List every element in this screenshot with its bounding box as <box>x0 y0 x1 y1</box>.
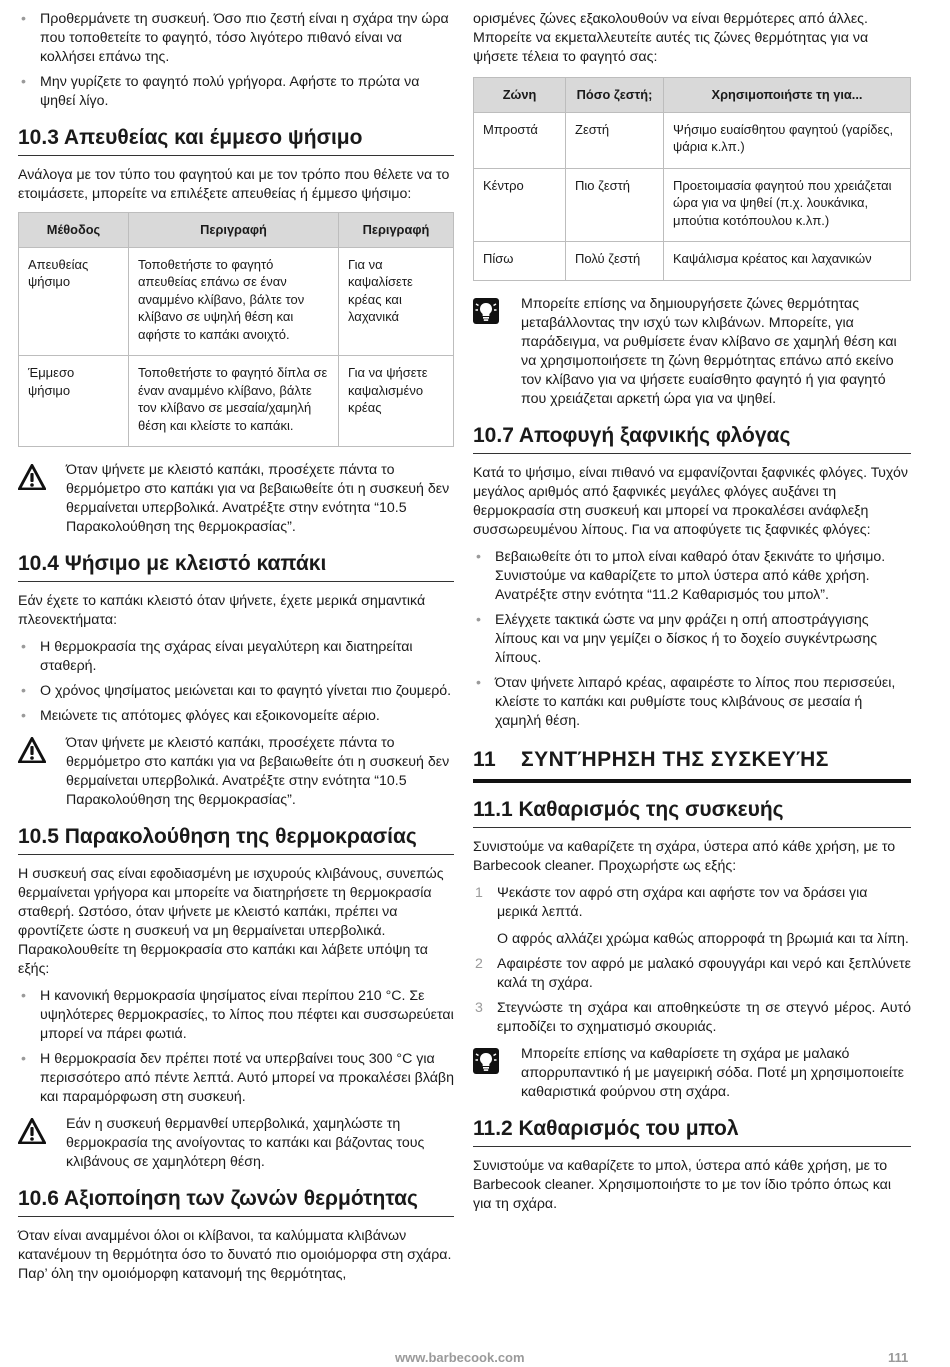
list-item: • Ο χρόνος ψησίματος μειώνεται και το φαγητό γίνεται πιο ζουμερό. <box>18 682 454 701</box>
table-header-row <box>474 78 911 113</box>
list-item: • Η θερμοκρασία δεν πρέπει ποτέ να υπερβαίνει τους 300 °C για περισσότερο από πέντε λεπτά. Αυτό μπορεί να προκαλέσει βλάβη και παραμόρφωση στη συσκευή. <box>18 1050 454 1107</box>
warning-triangle-icon <box>18 464 46 496</box>
section-heading-10-6: 10.6 Αξιοποίηση των ζωνών θερμότητας <box>18 1186 454 1217</box>
list-item: • Μην γυρίζετε το φαγητό πολύ γρήγορα. Αφήστε το πρώτα να ψηθεί λίγο. <box>18 73 454 111</box>
table-cell: Πολύ ζεστή <box>566 242 664 281</box>
warning-note <box>18 734 454 810</box>
lightbulb-tip-icon <box>473 298 499 330</box>
paragraph: ορισμένες ζώνες εξακολουθούν να είναι θερμότερες από άλλες. Μπορείτε να εκμεταλλευτείτε αυτές τις ζώνες θερμότητας για να ψήσετε τέλεια το φαγητό σας: <box>473 11 869 65</box>
warning-triangle-icon <box>18 1118 46 1150</box>
section-heading-10-4: 10.4 Ψήσιμο με κλειστό καπάκι <box>18 551 454 582</box>
list-item: • Η κανονική θερμοκρασία ψησίματος είναι περίπου 210 °C. Σε υψηλότερες θερμοκρασίες, το λίπος που πέφτει και συσσωρεύεται μπορεί να πάρει φωτιά. <box>18 987 454 1044</box>
table-cell: Πίσω <box>474 242 566 281</box>
step-text: Ψεκάστε τον αφρό στη σχάρα και αφήστε τον να δράσει για μερικά λεπτά. <box>497 884 868 920</box>
paragraph: Συνιστούμε να καθαρίζετε τη σχάρα, ύστερα από κάθε χρήση, με το Barbecook cleaner. Προχωρήστε ως εξής: <box>473 838 896 874</box>
paragraph: Ανάλογα με τον τύπο του φαγητού και με τον τρόπο που θέλετε να το ετοιμάσετε, μπορείτε να επιλέξετε απευθείας ή έμμεσο ψήσιμο: <box>18 167 450 202</box>
section-heading-10-3: 10.3 Απευθείας και έμμεσο ψήσιμο <box>18 125 454 156</box>
table-header-cell: Περιγραφή <box>339 213 454 248</box>
table-row <box>474 112 911 168</box>
table-header-cell: Ζώνη <box>474 78 566 113</box>
footer-url: www.barbecook.com <box>395 1350 525 1365</box>
chapter-heading-11 <box>473 747 911 783</box>
table-header-cell: Χρησιμοποιήστε τη για... <box>664 78 911 113</box>
flare-up-list <box>473 548 911 731</box>
warning-note <box>18 1115 454 1172</box>
table-cell: Έμμεσο ψήσιμο <box>19 356 129 447</box>
warning-triangle-icon <box>18 737 46 769</box>
table-cell: Ψήσιμο ευαίσθητου φαγητού (γαρίδες, ψάρια κ.λπ.) <box>664 112 911 168</box>
advantages-list <box>18 638 454 726</box>
list-item: • Ελέγχετε τακτικά ώστε να μην φράζει η οπή αποστράγγισης λίπους και να μην γεμίζει ο δίσκος ή το δοχείο συγκέντρωσης λίπους. <box>473 611 911 668</box>
paragraph: Κατά το ψήσιμο, είναι πιθανό να εμφανίζονται ξαφνικές φλόγες. Τυχόν μεγάλος αριθμός από ξαφνικές μεγάλες φλόγες αυξάνει τη θερμοκρασία στη συσκευή και μπορεί να προκαλέσει ανάφλεξη συσσωρευμένου λίπους. Για να αποφύγετε τις ξαφνικές φλόγες: <box>473 464 908 538</box>
intro-bullet-list <box>18 10 454 111</box>
table-row <box>19 247 454 356</box>
list-item: • Η θερμοκρασία της σχάρας είναι μεγαλύτερη και διατηρείται σταθερή. <box>18 638 454 676</box>
section-heading-10-5: 10.5 Παρακολούθηση της θερμοκρασίας <box>18 824 454 855</box>
table-cell: Προετοιμασία φαγητού που χρειάζεται ώρα για να ψηθεί (π.χ. λουκάνικα, μπούτια κοτόπουλου κ.λπ.) <box>664 168 911 242</box>
warning-text: Εάν η συσκευή θερμανθεί υπερβολικά, χαμηλώστε τη θερμοκρασία της ανοίγοντας το καπάκι και βάζοντας τους κλιβάνους σε χαμηλότερη θέση. <box>66 1116 425 1170</box>
list-item: • Προθερμάνετε τη συσκευή. Όσο πιο ζεστή είναι η σχάρα την ώρα που τοποθετείτε το φαγητό, τόσο λιγότερο πιθανό είναι να κολλήσει επάνω της. <box>18 10 454 67</box>
heat-zones-table <box>473 77 911 281</box>
table-cell: Κέντρο <box>474 168 566 242</box>
step-extra-text: Ο αφρός αλλάζει χρώμα καθώς απορροφά τη βρωμιά και τα λίπη. <box>497 930 909 947</box>
warning-text: Όταν ψήνετε με κλειστό καπάκι, προσέχετε πάντα το θερμόμετρο στο καπάκι για να βεβαιωθείτε ότι η συσκευή δεν θερμαίνεται υπερβολικά. Ανατρέξτε στην ενότητα “10.5 Παρακολούθηση της θερμοκρασίας”. <box>66 735 450 808</box>
table-cell: Πιο ζεστή <box>566 168 664 242</box>
table-header-cell: Πόσο ζεστή; <box>566 78 664 113</box>
tip-text: Μπορείτε επίσης να δημιουργήσετε ζώνες θερμότητας μεταβάλλοντας την ισχύ των κλιβάνων. Μπορείτε, για παράδειγμα, να ρυθμίσετε έναν κλίβανο σε χαμηλή θέση και να χρησιμοποιήσετε τη ζώνη θερμότητας επάνω από εκείνο τον κλίβανο για να ψήσετε ευαίσθητο φαγητό ή για φαγητό που χρειάζεται αρκετή ώρα για να ψηθεί. <box>521 295 897 407</box>
step-number: 1 <box>475 884 483 901</box>
grilling-methods-table <box>18 212 454 447</box>
step-text: Στεγνώστε τη σχάρα και αποθηκεύστε τη σε στεγνό μέρος. Αυτό εμποδίζει το σχηματισμό σκουριάς. <box>497 999 911 1035</box>
warning-note <box>18 461 454 537</box>
list-item <box>473 999 911 1037</box>
list-item <box>473 955 911 993</box>
chapter-title: ΣΥΝΤΉΡΗΣΗ ΤΗΣ ΣΥΣΚΕΥΉΣ <box>521 747 829 771</box>
paragraph: Συνιστούμε να καθαρίζετε το μπολ, ύστερα από κάθε χρήση, με το Barbecook cleaner. Χρησιμοποιήστε το με τον ίδιο τρόπο όπως και για τη σχάρα. <box>473 1157 891 1212</box>
table-header-row <box>19 213 454 248</box>
list-item: • Μειώνετε τις απότομες φλόγες και εξοικονομείτε αέριο. <box>18 707 454 726</box>
chapter-number: 11 <box>473 747 497 771</box>
table-cell: Ζεστή <box>566 112 664 168</box>
paragraph: Όταν είναι αναμμένοι όλοι οι κλίβανοι, τα καλύμματα κλιβάνων κατανέμουν τη θερμότητα όσο το δυνατό πιο ομοιόμορφα στη σχάρα. Παρ’ όλη την ομοιόμορφη κατανομή της θερμότητας, <box>18 1228 452 1282</box>
section-heading-11-1: 11.1 Καθαρισμός της συσκευής <box>473 797 911 828</box>
paragraph: Η συσκευή σας είναι εφοδιασμένη με ισχυρούς κλιβάνους, συνεπώς θερμαίνεται γρήγορα και μπορείτε να διατηρήσετε τη θερμοκρασία σταθερή. Ωστόσο, όταν ψήνετε με κλειστό καπάκι, πρέπει να φροντίζετε ώστε η συσκευή να μη θερμαίνεται υπερβολικά. Παρακολουθείτε τη θερμοκρασία στο καπάκι και λάβετε υπόψη τα εξής: <box>18 866 444 977</box>
table-row <box>474 168 911 242</box>
table-cell: Μπροστά <box>474 112 566 168</box>
table-cell: Καψάλισμα κρέατος και λαχανικών <box>664 242 911 281</box>
step-text: Αφαιρέστε τον αφρό με μαλακό σφουγγάρι και νερό και ξεπλύνετε καλά τη σχάρα. <box>497 955 911 991</box>
list-item: • Βεβαιωθείτε ότι το μπολ είναι καθαρό όταν ξεκινάτε το ψήσιμο. Συνιστούμε να καθαρίζετε το μπολ ύστερα από κάθε χρήση. Ανατρέξτε στην ενότητα “11.2 Καθαρισμός του μπολ”. <box>473 548 911 605</box>
table-cell: Τοποθετήστε το φαγητό δίπλα σε έναν αναμμένο κλίβανο, βάλτε τον κλίβανο σε μεσαία/χαμηλή θέση και κλείστε το καπάκι. <box>129 356 339 447</box>
cleaning-steps-list <box>473 884 911 1037</box>
warning-text: Όταν ψήνετε με κλειστό καπάκι, προσέχετε πάντα το θερμόμετρο στο καπάκι για να βεβαιωθείτε ότι η συσκευή δεν θερμαίνεται υπερβολικά. Ανατρέξτε στην ενότητα “10.5 Παρακολούθηση της θερμοκρασίας”. <box>66 462 450 535</box>
tip-note <box>473 1045 911 1102</box>
lightbulb-tip-icon <box>473 1048 499 1080</box>
table-cell: Για να ψήσετε καψαλισμένο κρέας <box>339 356 454 447</box>
right-column <box>473 10 911 1222</box>
table-cell: Απευθείας ψήσιμο <box>19 247 129 356</box>
table-cell: Τοποθετήστε το φαγητό απευθείας επάνω σε έναν αναμμένο κλίβανο, βάλτε τον κλίβανο σε υψηλή θέση και αφήστε το καπάκι ανοιχτό. <box>129 247 339 356</box>
step-number: 3 <box>475 999 483 1016</box>
table-cell: Για να καψαλίσετε κρέας και λαχανικά <box>339 247 454 356</box>
temperature-list <box>18 987 454 1107</box>
tip-note <box>473 295 911 409</box>
paragraph: Εάν έχετε το καπάκι κλειστό όταν ψήνετε, έχετε μερικά σημαντικά πλεονεκτήματα: <box>18 593 426 628</box>
step-number: 2 <box>475 955 483 972</box>
table-row <box>19 356 454 447</box>
table-row <box>474 242 911 281</box>
list-item <box>473 884 911 949</box>
table-header-cell: Μέθοδος <box>19 213 129 248</box>
list-item: • Όταν ψήνετε λιπαρό κρέας, αφαιρέστε το λίπος που περισσεύει, κλείστε το καπάκι και ρυθμίστε τους κλιβάνους σε μεσαία ή χαμηλή θέση. <box>473 674 911 731</box>
left-column <box>18 10 454 1292</box>
section-heading-11-2: 11.2 Καθαρισμός του μπολ <box>473 1116 911 1147</box>
table-header-cell: Περιγραφή <box>129 213 339 248</box>
section-heading-10-7: 10.7 Αποφυγή ξαφνικής φλόγας <box>473 423 911 454</box>
page-number: 111 <box>888 1350 909 1365</box>
tip-text: Μπορείτε επίσης να καθαρίσετε τη σχάρα με μαλακό απορρυπαντικό ή με μαγειρική σόδα. Ποτέ μη χρησιμοποιείτε καθαριστικά φούρνου στη σχάρα. <box>521 1045 904 1100</box>
